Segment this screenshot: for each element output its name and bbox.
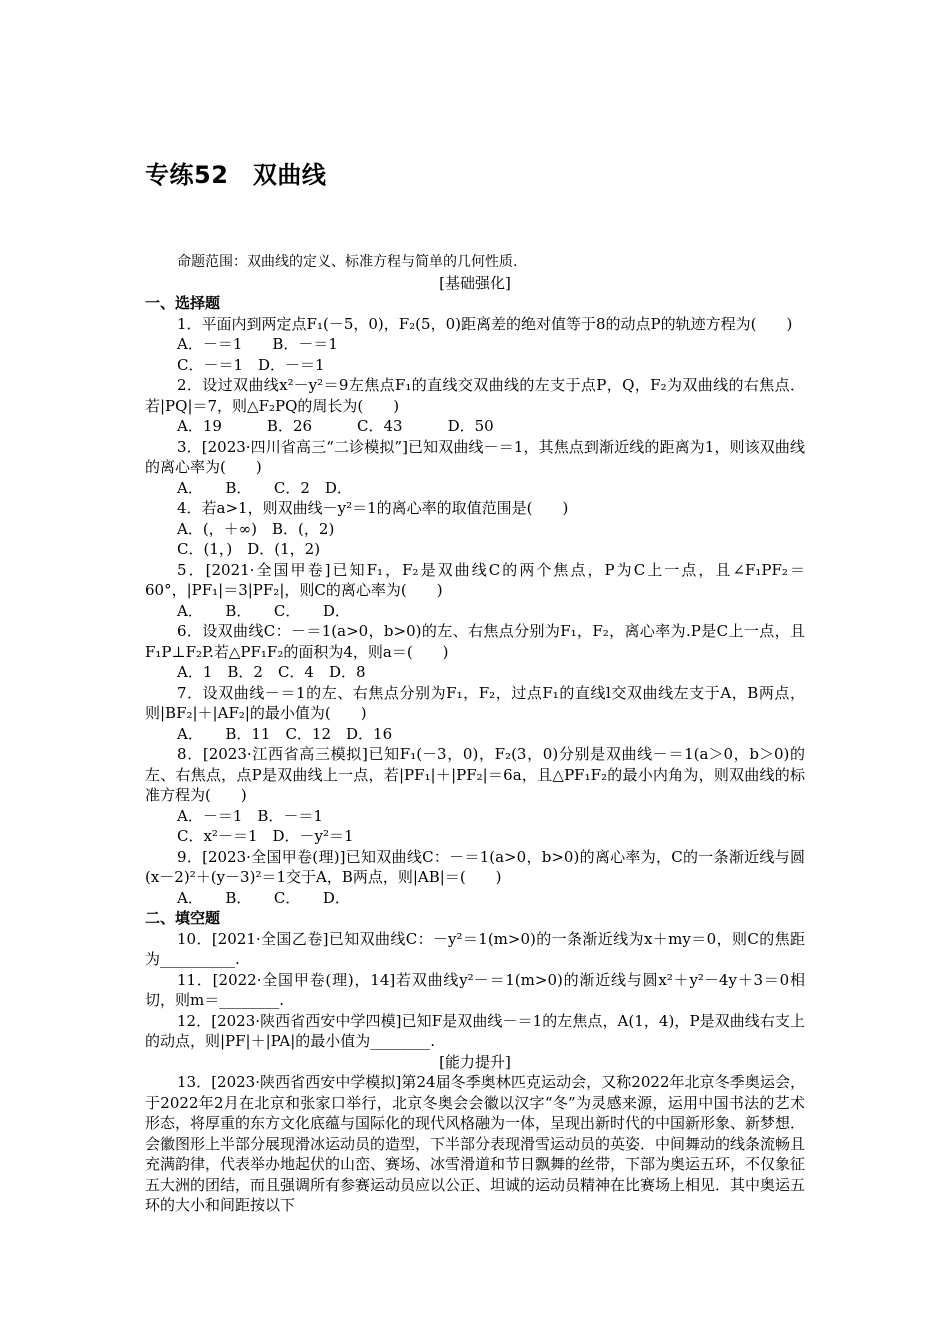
question-6-options: A．1 B．2 C．4 D．8 bbox=[177, 663, 366, 681]
heading-fill: 二、填空题 bbox=[145, 909, 221, 927]
question-6: 6．设双曲线C：－＝1(a>0，b>0)的左、右焦点分别为F₁，F₂，离心率为.P是C上一点，且F₁P⊥F₂P.若△PF₁F₂的面积为4，则a＝( ) bbox=[145, 622, 805, 661]
question-1-options-ab: A．－＝1 B．－＝1 bbox=[177, 335, 338, 353]
question-9-options: A． B． C． D． bbox=[177, 888, 350, 907]
heading-choice: 一、选择题 bbox=[145, 294, 221, 312]
question-5: 5．[2021·全国甲卷]已知F₁，F₂是双曲线C的两个焦点，P为C上一点，且∠F₁PF₂＝60°，|PF₁|＝3|PF₂|，则C的离心率为( ) bbox=[145, 560, 805, 599]
question-8-options-cd: C．x²－＝1 D．－y²＝1 bbox=[177, 827, 354, 845]
question-5-options: A． B． C． D． bbox=[177, 601, 350, 620]
page-title: 专练52 双曲线 bbox=[145, 161, 327, 189]
question-4: 4．若a>1，则双曲线－y²＝1的离心率的取值范围是( ) bbox=[177, 499, 569, 517]
document-body bbox=[145, 252, 805, 1216]
question-13: 13．[2023·陕西省西安中学模拟]第24届冬季奥林匹克运动会，又称2022年北京冬季奥运会，于2022年2月在北京和张家口举行，北京冬奥会会徽以汉字“冬”为灵感来源，运用中国书法的艺术形态，将厚重的东方文化底蕴与国际化的现代风格融为一体，呈现出新时代的中国新形象、新梦想．会徽图形上半部分展现滑冰运动员的造型，下半部分表现滑雪运动员的英姿．中间舞动的线条流畅且充满韵律，代表举办地起伏的山峦、赛场、冰雪滑道和节日飘舞的丝带，下部为奥运五环，不仅象征五大洲的团结，而且强调所有参赛运动员应以公正、坦诚的运动员精神在比赛场上相见．其中奥运五环的大小和间距按以下 bbox=[145, 1073, 806, 1214]
question-4-options-ab: A．(，＋∞) B．(，2) bbox=[177, 519, 335, 538]
question-8: 8．[2023·江西省高三模拟]已知F₁(－3，0)，F₂(3，0)分别是双曲线－＝1(a＞0，b＞0)的左、右焦点，点P是双曲线上一点，若|PF₁|＋|PF₂|＝6a，且△PF₁F₂的最小内角为，则双曲线的标准方程为( ) bbox=[145, 745, 805, 804]
question-1: 1．平面内到两定点F₁(－5，0)，F₂(5，0)距离差的绝对值等于8的动点P的轨迹方程为( ) bbox=[177, 314, 793, 333]
question-8-options-ab: A．－＝1 B．－＝1 bbox=[177, 806, 323, 825]
question-2: 2．设过双曲线x²－y²＝9左焦点F₁的直线交双曲线的左支于点P，Q，F₂为双曲线的右焦点．若|PQ|＝7，则△F₂PQ的周长为( ) bbox=[145, 376, 805, 415]
question-2-options: A．19 B．26 C．43 D．50 bbox=[177, 417, 494, 435]
question-12: 12．[2023·陕西省西安中学四模]已知F是双曲线－＝1的左焦点，A(1，4)，P是双曲线右支上的动点，则|PF|＋|PA|的最小值为________. bbox=[145, 1011, 805, 1050]
question-3-options: A． B． C．2 D． bbox=[177, 478, 352, 497]
question-3: 3．[2023·四川省高三“二诊模拟”]已知双曲线－＝1，其焦点到渐近线的距离为1，则该双曲线的离心率为( ) bbox=[145, 437, 805, 476]
question-4-options-cd: C．(1，) D．(1，2) bbox=[177, 540, 321, 558]
question-9: 9．[2023·全国甲卷(理)]已知双曲线C：－＝1(a>0，b>0)的离心率为，C的一条渐近线与圆(x－2)²＋(y－3)²＝1交于A，B两点，则|AB|＝( ) bbox=[145, 847, 805, 886]
question-1-options-cd: C．－＝1 D．－＝1 bbox=[177, 355, 325, 374]
section-basic: [基础强化] bbox=[439, 273, 511, 292]
section-ability: [能力提升] bbox=[439, 1052, 511, 1071]
scope-line: 命题范围：双曲线的定义、标准方程与简单的几何性质. bbox=[177, 254, 518, 270]
question-7-options: A． B．11 C．12 D．16 bbox=[177, 724, 393, 743]
question-11: 11．[2022·全国甲卷(理)，14]若双曲线y²－＝1(m>0)的渐近线与圆x²＋y²－4y＋3＝0相切，则m＝________. bbox=[145, 970, 805, 1009]
question-10: 10．[2021·全国乙卷]已知双曲线C：－y²＝1(m>0)的一条渐近线为x＋my＝0，则C的焦距为__________. bbox=[145, 929, 805, 968]
question-7: 7．设双曲线－＝1的左、右焦点分别为F₁，F₂，过点F₁的直线l交双曲线左支于A，B两点，则|BF₂|＋|AF₂|的最小值为( ) bbox=[145, 683, 805, 722]
